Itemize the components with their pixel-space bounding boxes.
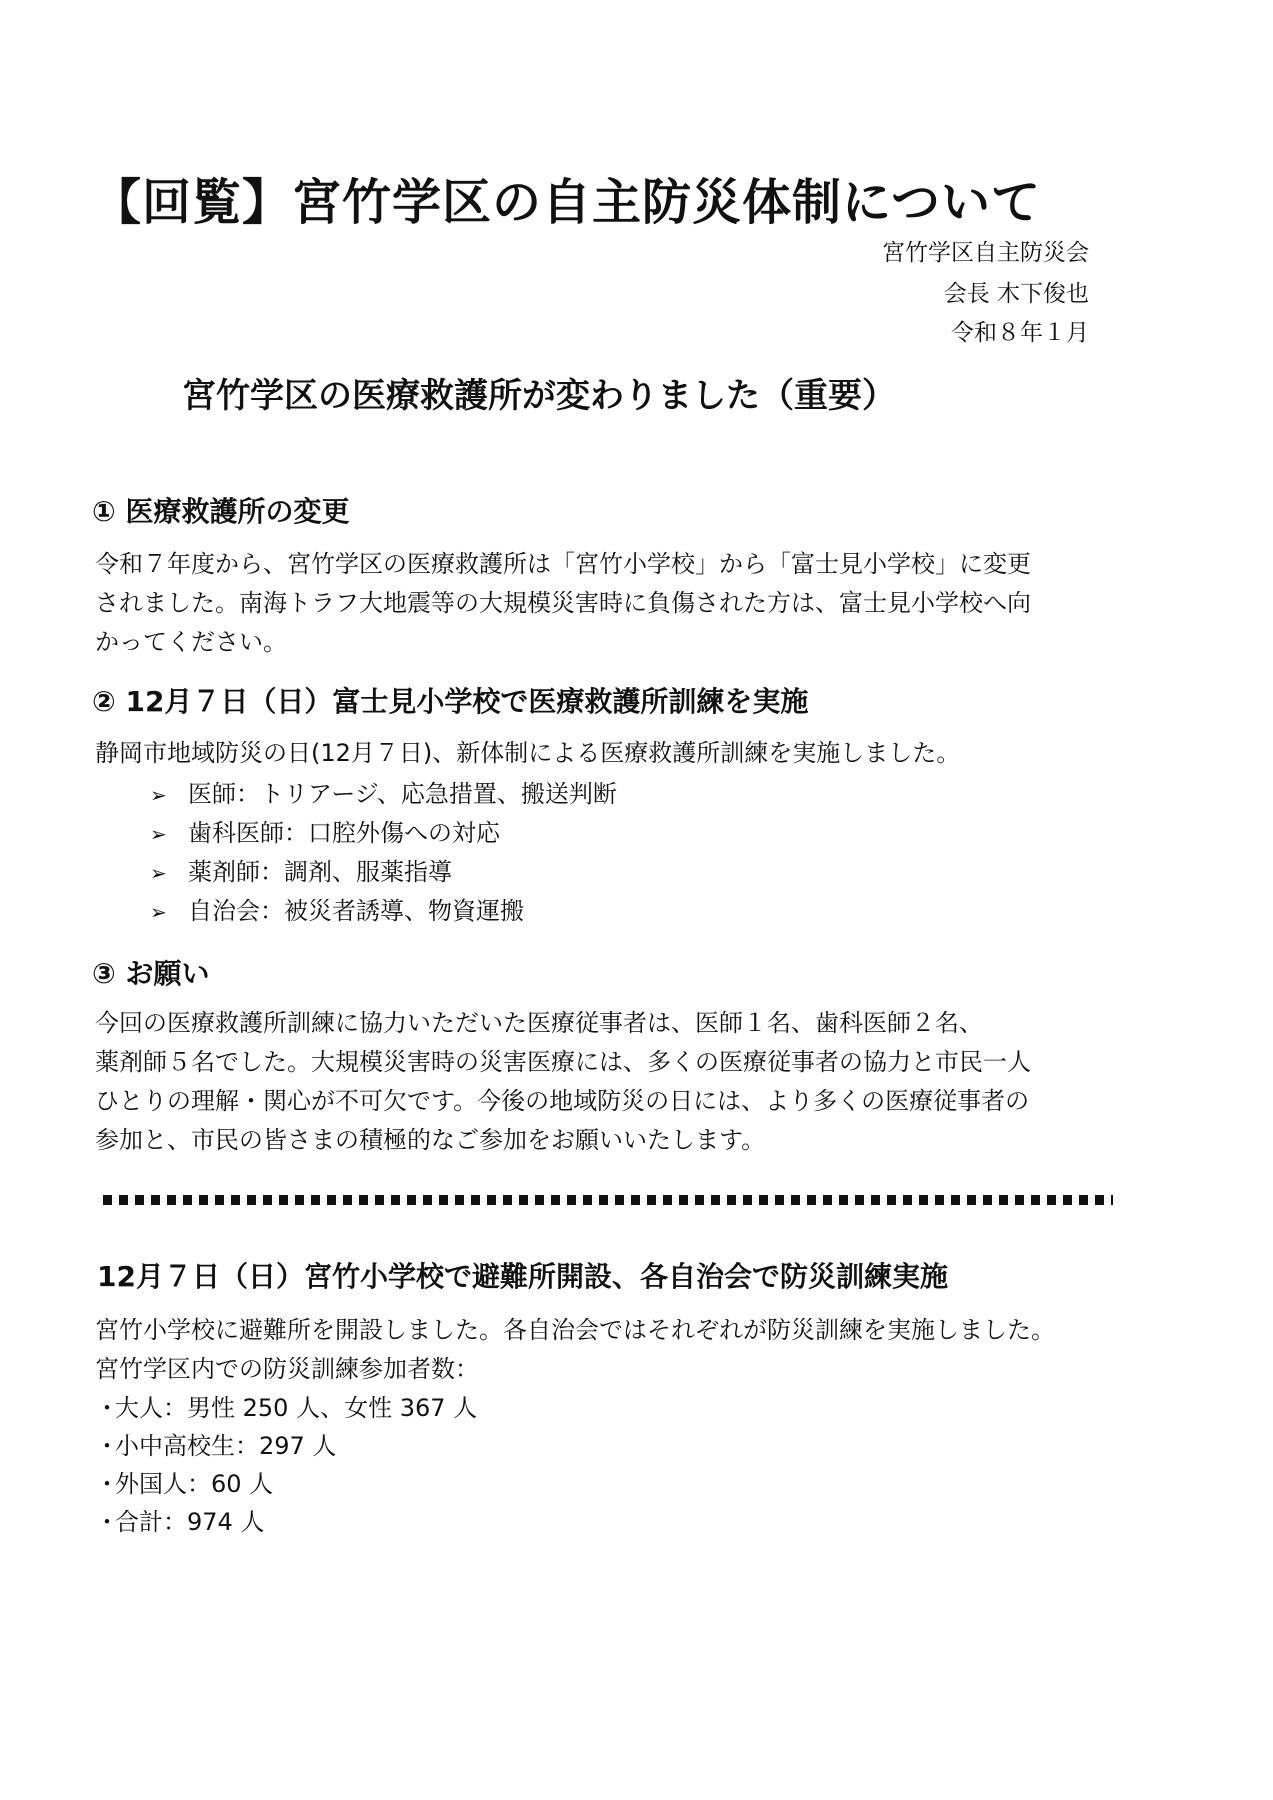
paragraph-line: 令和７年度から、宮竹学区の医療救護所は「宮竹小学校」から「富士見小学校」に変更 (95, 550, 1031, 578)
section2-bullet-list (150, 775, 617, 931)
list-item: ・小中高校生：297 人 (95, 1427, 477, 1465)
list-item: ・合計：974 人 (95, 1503, 477, 1541)
paragraph-line: 宮竹小学校に避難所を開設しました。各自治会ではそれぞれが防災訓練を実施しました。 (95, 1316, 1055, 1344)
list-item: ➢ 医師：トリアージ、応急措置、搬送判断 (150, 775, 617, 814)
paragraph-line: かってください。 (95, 628, 287, 656)
section1-heading: ① 医療救護所の変更 (92, 495, 350, 528)
paragraph-line: 宮竹学区内での防災訓練参加者数： (95, 1355, 479, 1383)
sender-organization: 宮竹学区自主防災会 (882, 240, 1089, 266)
paragraph-line: されました。南海トラフ大地震等の大規模災害時に負傷された方は、富士見小学校へ向 (95, 589, 1031, 617)
paragraph-line: ひとりの理解・関心が不可欠です。今後の地域防災の日には、より多くの医療従事者の (95, 1087, 1030, 1115)
dot-bullet-icon: ・ (95, 1470, 119, 1498)
section1-paragraph (95, 545, 1095, 662)
dotted-divider (103, 1195, 1113, 1205)
dot-bullet-icon: ・ (95, 1432, 119, 1460)
section2-heading: ② 12月７日（日）富士見小学校で医療救護所訓練を実施 (92, 685, 809, 718)
document-title: 【回覧】宮竹学区の自主防災体制について (92, 174, 1042, 231)
paragraph-line: 参加と、市民の皆さまの積極的なご参加をお願いいたします。 (95, 1126, 766, 1154)
arrow-bullet-icon: ➢ (150, 900, 167, 924)
dot-bullet-icon: ・ (95, 1394, 119, 1422)
list-item: ➢ 薬剤師：調剤、服薬指導 (150, 853, 617, 892)
arrow-bullet-icon: ➢ (150, 822, 167, 846)
sender-chair: 会長 木下俊也 (943, 281, 1089, 307)
section4-heading: 12月７日（日）宮竹小学校で避難所開設、各自治会で防災訓練実施 (97, 1260, 948, 1293)
section2-intro (95, 734, 1095, 773)
participant-stats-list (95, 1389, 477, 1541)
paragraph-line: 今回の医療救護所訓練に協力いただいた医療従事者は、医師１名、歯科医師２名、 (95, 1009, 983, 1037)
section3-heading: ③ お願い (92, 957, 210, 990)
arrow-bullet-icon: ➢ (150, 783, 167, 807)
list-item: ➢ 歯科医師：口腔外傷への対応 (150, 814, 617, 853)
issue-date: 令和８年１月 (951, 320, 1089, 346)
dot-bullet-icon: ・ (95, 1508, 119, 1536)
paragraph-line: 薬剤師５名でした。大規模災害時の災害医療には、多くの医療従事者の協力と市民一人 (95, 1048, 1031, 1076)
document-subtitle: 宮竹学区の医療救護所が変わりました（重要） (182, 376, 896, 416)
arrow-bullet-icon: ➢ (150, 861, 167, 885)
section3-paragraph (95, 1004, 1095, 1160)
list-item: ➢ 自治会：被災者誘導、物資運搬 (150, 892, 617, 931)
list-item: ・大人：男性 250 人、女性 367 人 (95, 1389, 477, 1427)
section4-paragraph (95, 1311, 1095, 1389)
paragraph-line: 静岡市地域防災の日(12月７日)、新体制による医療救護所訓練を実施しました。 (95, 739, 961, 767)
list-item: ・外国人：60 人 (95, 1465, 477, 1503)
